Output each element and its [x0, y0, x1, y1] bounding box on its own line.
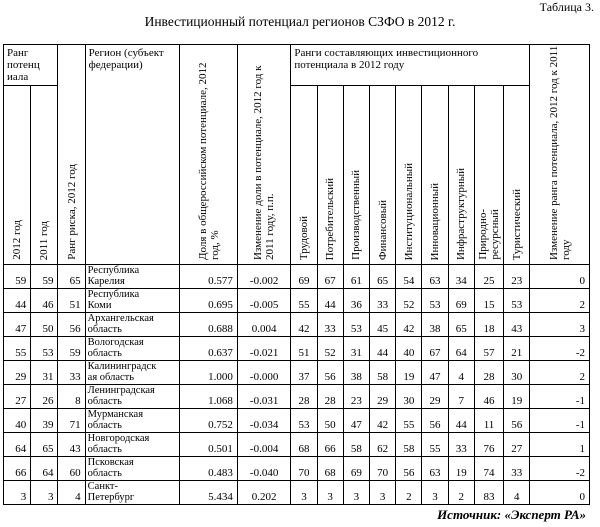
rank-2012-header: 2012 год — [4, 86, 31, 265]
table-row — [4, 457, 590, 481]
component-rank-cell: 45 — [370, 313, 396, 337]
risk-rank-cell: 51 — [58, 289, 85, 313]
component-rank-cell: 3 — [370, 481, 396, 505]
rank-2012-cell: 47 — [4, 313, 31, 337]
component-rank-cell: 53 — [504, 289, 530, 313]
component-rank-cell: 56 — [396, 457, 422, 481]
component-rank-cell: 23 — [343, 385, 369, 409]
component-rank-cell: 33 — [448, 433, 474, 457]
region-cell: Ленинградская область — [85, 385, 180, 409]
component-rank-cell: 65 — [370, 265, 396, 289]
component-rank-cell: 37 — [291, 361, 317, 385]
share-change-header: Изменение доли в потенциале, 2012 год к 2011 году, п.п. — [237, 45, 290, 265]
rank-2011-cell: 3 — [31, 481, 58, 505]
region-cell: Новгородская область — [85, 433, 180, 457]
component-rank-cell: 19 — [396, 361, 422, 385]
component-header: Потребительский — [317, 86, 343, 265]
rank-group-header: Ранг потенц иала — [4, 45, 58, 86]
component-rank-cell: 56 — [504, 409, 530, 433]
component-rank-cell: 44 — [370, 337, 396, 361]
component-rank-cell: 53 — [422, 289, 448, 313]
component-rank-cell: 42 — [396, 313, 422, 337]
risk-rank-cell: 33 — [58, 361, 85, 385]
table-row — [4, 289, 590, 313]
region-cell: Вологодская область — [85, 337, 180, 361]
component-rank-cell: 38 — [343, 361, 369, 385]
component-rank-cell: 63 — [422, 265, 448, 289]
component-rank-cell: 33 — [317, 313, 343, 337]
rank-2011-cell: 53 — [31, 337, 58, 361]
component-rank-cell: 70 — [291, 457, 317, 481]
rank-2011-cell: 46 — [31, 289, 58, 313]
component-rank-cell: 74 — [474, 457, 503, 481]
share-change-cell: -0.031 — [237, 385, 290, 409]
component-rank-cell: 52 — [317, 337, 343, 361]
component-rank-cell: 44 — [448, 409, 474, 433]
component-rank-cell: 62 — [370, 433, 396, 457]
component-rank-cell: 47 — [422, 361, 448, 385]
rank-change-cell: 2 — [530, 289, 590, 313]
share-cell: 0.688 — [180, 313, 237, 337]
component-rank-cell: 83 — [474, 481, 503, 505]
component-rank-cell: 27 — [504, 433, 530, 457]
share-cell: 0.501 — [180, 433, 237, 457]
rank-2012-cell: 44 — [4, 289, 31, 313]
table-row — [4, 361, 590, 385]
rank-2011-cell: 65 — [31, 433, 58, 457]
component-header: Финансовый — [370, 86, 396, 265]
rank-2011-cell: 39 — [31, 409, 58, 433]
component-rank-cell: 30 — [396, 385, 422, 409]
share-change-cell: -0.021 — [237, 337, 290, 361]
rank-change-cell: 0 — [530, 481, 590, 505]
component-rank-cell: 11 — [474, 409, 503, 433]
component-rank-cell: 51 — [291, 337, 317, 361]
component-rank-cell: 55 — [422, 433, 448, 457]
share-change-cell: 0.202 — [237, 481, 290, 505]
region-cell: Архангельская область — [85, 313, 180, 337]
component-rank-cell: 57 — [474, 337, 503, 361]
rank-2011-header: 2011 год — [31, 86, 58, 265]
share-cell: 0.577 — [180, 265, 237, 289]
component-rank-cell: 56 — [422, 409, 448, 433]
rank-2012-cell: 59 — [4, 265, 31, 289]
component-rank-cell: 36 — [343, 289, 369, 313]
share-cell: 0.695 — [180, 289, 237, 313]
risk-rank-cell: 71 — [58, 409, 85, 433]
component-rank-cell: 4 — [504, 481, 530, 505]
component-rank-cell: 38 — [422, 313, 448, 337]
table-row — [4, 433, 590, 457]
source-label: Источник: — [437, 507, 502, 522]
component-header: Туристический — [504, 86, 530, 265]
region-cell: Санкт- Петербург — [85, 481, 180, 505]
table-number: Таблица 3. — [539, 0, 594, 14]
component-rank-cell: 70 — [370, 457, 396, 481]
risk-rank-cell: 59 — [58, 337, 85, 361]
component-rank-cell: 34 — [448, 265, 474, 289]
rank-2011-cell: 50 — [31, 313, 58, 337]
rank-2011-cell: 64 — [31, 457, 58, 481]
component-rank-cell: 64 — [448, 337, 474, 361]
region-cell: Республика Карелия — [85, 265, 180, 289]
rank-2012-cell: 40 — [4, 409, 31, 433]
rank-2012-cell: 29 — [4, 361, 31, 385]
rank-change-cell: -1 — [530, 409, 590, 433]
investment-potential-table — [3, 44, 590, 505]
rank-2012-cell: 55 — [4, 337, 31, 361]
component-rank-cell: 50 — [317, 409, 343, 433]
region-cell: Мурманская область — [85, 409, 180, 433]
risk-rank-cell: 8 — [58, 385, 85, 409]
rank-2011-cell: 59 — [31, 265, 58, 289]
component-rank-cell: 46 — [474, 385, 503, 409]
component-rank-cell: 55 — [396, 409, 422, 433]
rank-change-cell: -1 — [530, 385, 590, 409]
component-header: Природно- ресурсный — [474, 86, 503, 265]
component-rank-cell: 2 — [448, 481, 474, 505]
risk-rank-cell: 43 — [58, 433, 85, 457]
component-rank-cell: 3 — [317, 481, 343, 505]
component-rank-cell: 52 — [396, 289, 422, 313]
component-rank-cell: 28 — [291, 385, 317, 409]
table-title: Инвестиционный потенциал регионов СЗФО в 2012 г. — [144, 14, 456, 29]
share-change-cell: 0.004 — [237, 313, 290, 337]
component-rank-cell: 21 — [504, 337, 530, 361]
component-rank-cell: 53 — [343, 313, 369, 337]
share-cell: 0.752 — [180, 409, 237, 433]
component-rank-cell: 18 — [474, 313, 503, 337]
component-rank-cell: 58 — [343, 433, 369, 457]
component-rank-cell: 55 — [291, 289, 317, 313]
table-row — [4, 409, 590, 433]
component-rank-cell: 66 — [317, 433, 343, 457]
risk-rank-cell: 60 — [58, 457, 85, 481]
component-rank-cell: 3 — [422, 481, 448, 505]
component-rank-cell: 42 — [291, 313, 317, 337]
rank-2012-cell: 64 — [4, 433, 31, 457]
component-rank-cell: 3 — [343, 481, 369, 505]
component-rank-cell: 28 — [317, 385, 343, 409]
share-cell: 0.637 — [180, 337, 237, 361]
component-rank-cell: 25 — [474, 265, 503, 289]
component-rank-cell: 29 — [422, 385, 448, 409]
component-rank-cell: 69 — [291, 265, 317, 289]
share-change-cell: -0.034 — [237, 409, 290, 433]
region-header: Регион (субъект федерации) — [85, 45, 180, 265]
risk-rank-cell: 56 — [58, 313, 85, 337]
share-change-cell: -0.004 — [237, 433, 290, 457]
region-cell: Республика Коми — [85, 289, 180, 313]
component-rank-cell: 44 — [317, 289, 343, 313]
component-rank-cell: 43 — [504, 313, 530, 337]
rank-2011-cell: 31 — [31, 361, 58, 385]
component-rank-cell: 40 — [396, 337, 422, 361]
rank-change-cell: 0 — [530, 265, 590, 289]
rank-2012-cell: 3 — [4, 481, 31, 505]
region-cell: Псковская область — [85, 457, 180, 481]
component-rank-cell: 58 — [370, 361, 396, 385]
component-rank-cell: 65 — [448, 313, 474, 337]
rank-change-cell: -2 — [530, 457, 590, 481]
component-rank-cell: 53 — [291, 409, 317, 433]
component-rank-cell: 56 — [317, 361, 343, 385]
component-rank-cell: 67 — [422, 337, 448, 361]
component-header: Инфраструктурный — [448, 86, 474, 265]
component-rank-cell: 58 — [396, 433, 422, 457]
component-rank-cell: 3 — [291, 481, 317, 505]
table-row — [4, 313, 590, 337]
component-rank-cell: 76 — [474, 433, 503, 457]
rank-change-cell: 1 — [530, 433, 590, 457]
table-row — [4, 337, 590, 361]
component-rank-cell: 7 — [448, 385, 474, 409]
share-cell: 1.068 — [180, 385, 237, 409]
component-rank-cell: 31 — [343, 337, 369, 361]
component-rank-cell: 4 — [448, 361, 474, 385]
rank-2011-cell: 26 — [31, 385, 58, 409]
component-rank-cell: 47 — [343, 409, 369, 433]
share-cell: 5.434 — [180, 481, 237, 505]
rank-2012-cell: 27 — [4, 385, 31, 409]
component-rank-cell: 54 — [396, 265, 422, 289]
risk-rank-cell: 4 — [58, 481, 85, 505]
component-header: Трудовой — [291, 86, 317, 265]
component-rank-cell: 33 — [370, 289, 396, 313]
component-rank-cell: 42 — [370, 409, 396, 433]
risk-rank-cell: 65 — [58, 265, 85, 289]
rank-change-cell: -2 — [530, 337, 590, 361]
component-rank-cell: 61 — [343, 265, 369, 289]
components-group-header: Ранги составляющих инвестиционного потенциала в 2012 году — [291, 45, 530, 86]
table-row — [4, 385, 590, 409]
share-header: Доля в общероссийском потенциале, 2012 год, % — [180, 45, 237, 265]
component-rank-cell: 67 — [317, 265, 343, 289]
rank-change-header: Изменение ранга потенциала, 2012 год к 2011 году — [530, 45, 590, 265]
component-rank-cell: 19 — [504, 385, 530, 409]
component-header: Институциональный — [396, 86, 422, 265]
component-rank-cell: 30 — [504, 361, 530, 385]
rank-change-cell: 2 — [530, 361, 590, 385]
share-change-cell: -0.040 — [237, 457, 290, 481]
component-rank-cell: 15 — [474, 289, 503, 313]
component-rank-cell: 19 — [448, 457, 474, 481]
table-row — [4, 481, 590, 505]
share-change-cell: -0.002 — [237, 265, 290, 289]
share-cell: 0.483 — [180, 457, 237, 481]
component-rank-cell: 68 — [291, 433, 317, 457]
component-rank-cell: 2 — [396, 481, 422, 505]
component-header: Производственный — [343, 86, 369, 265]
share-cell: 1.000 — [180, 361, 237, 385]
component-rank-cell: 68 — [317, 457, 343, 481]
component-rank-cell: 69 — [448, 289, 474, 313]
rank-2012-cell: 66 — [4, 457, 31, 481]
share-change-cell: -0.005 — [237, 289, 290, 313]
component-rank-cell: 69 — [343, 457, 369, 481]
component-rank-cell: 29 — [370, 385, 396, 409]
risk-rank-header: Ранг риска, 2012 год — [58, 45, 85, 265]
rank-change-cell: 3 — [530, 313, 590, 337]
share-change-cell: -0.000 — [237, 361, 290, 385]
component-rank-cell: 63 — [422, 457, 448, 481]
region-cell: Калининградск ая область — [85, 361, 180, 385]
table-row — [4, 265, 590, 289]
source-value: «Эксперт РА» — [504, 507, 586, 522]
source-note — [437, 507, 586, 523]
component-rank-cell: 33 — [504, 457, 530, 481]
component-rank-cell: 23 — [504, 265, 530, 289]
component-header: Инновационный — [422, 86, 448, 265]
component-rank-cell: 28 — [474, 361, 503, 385]
